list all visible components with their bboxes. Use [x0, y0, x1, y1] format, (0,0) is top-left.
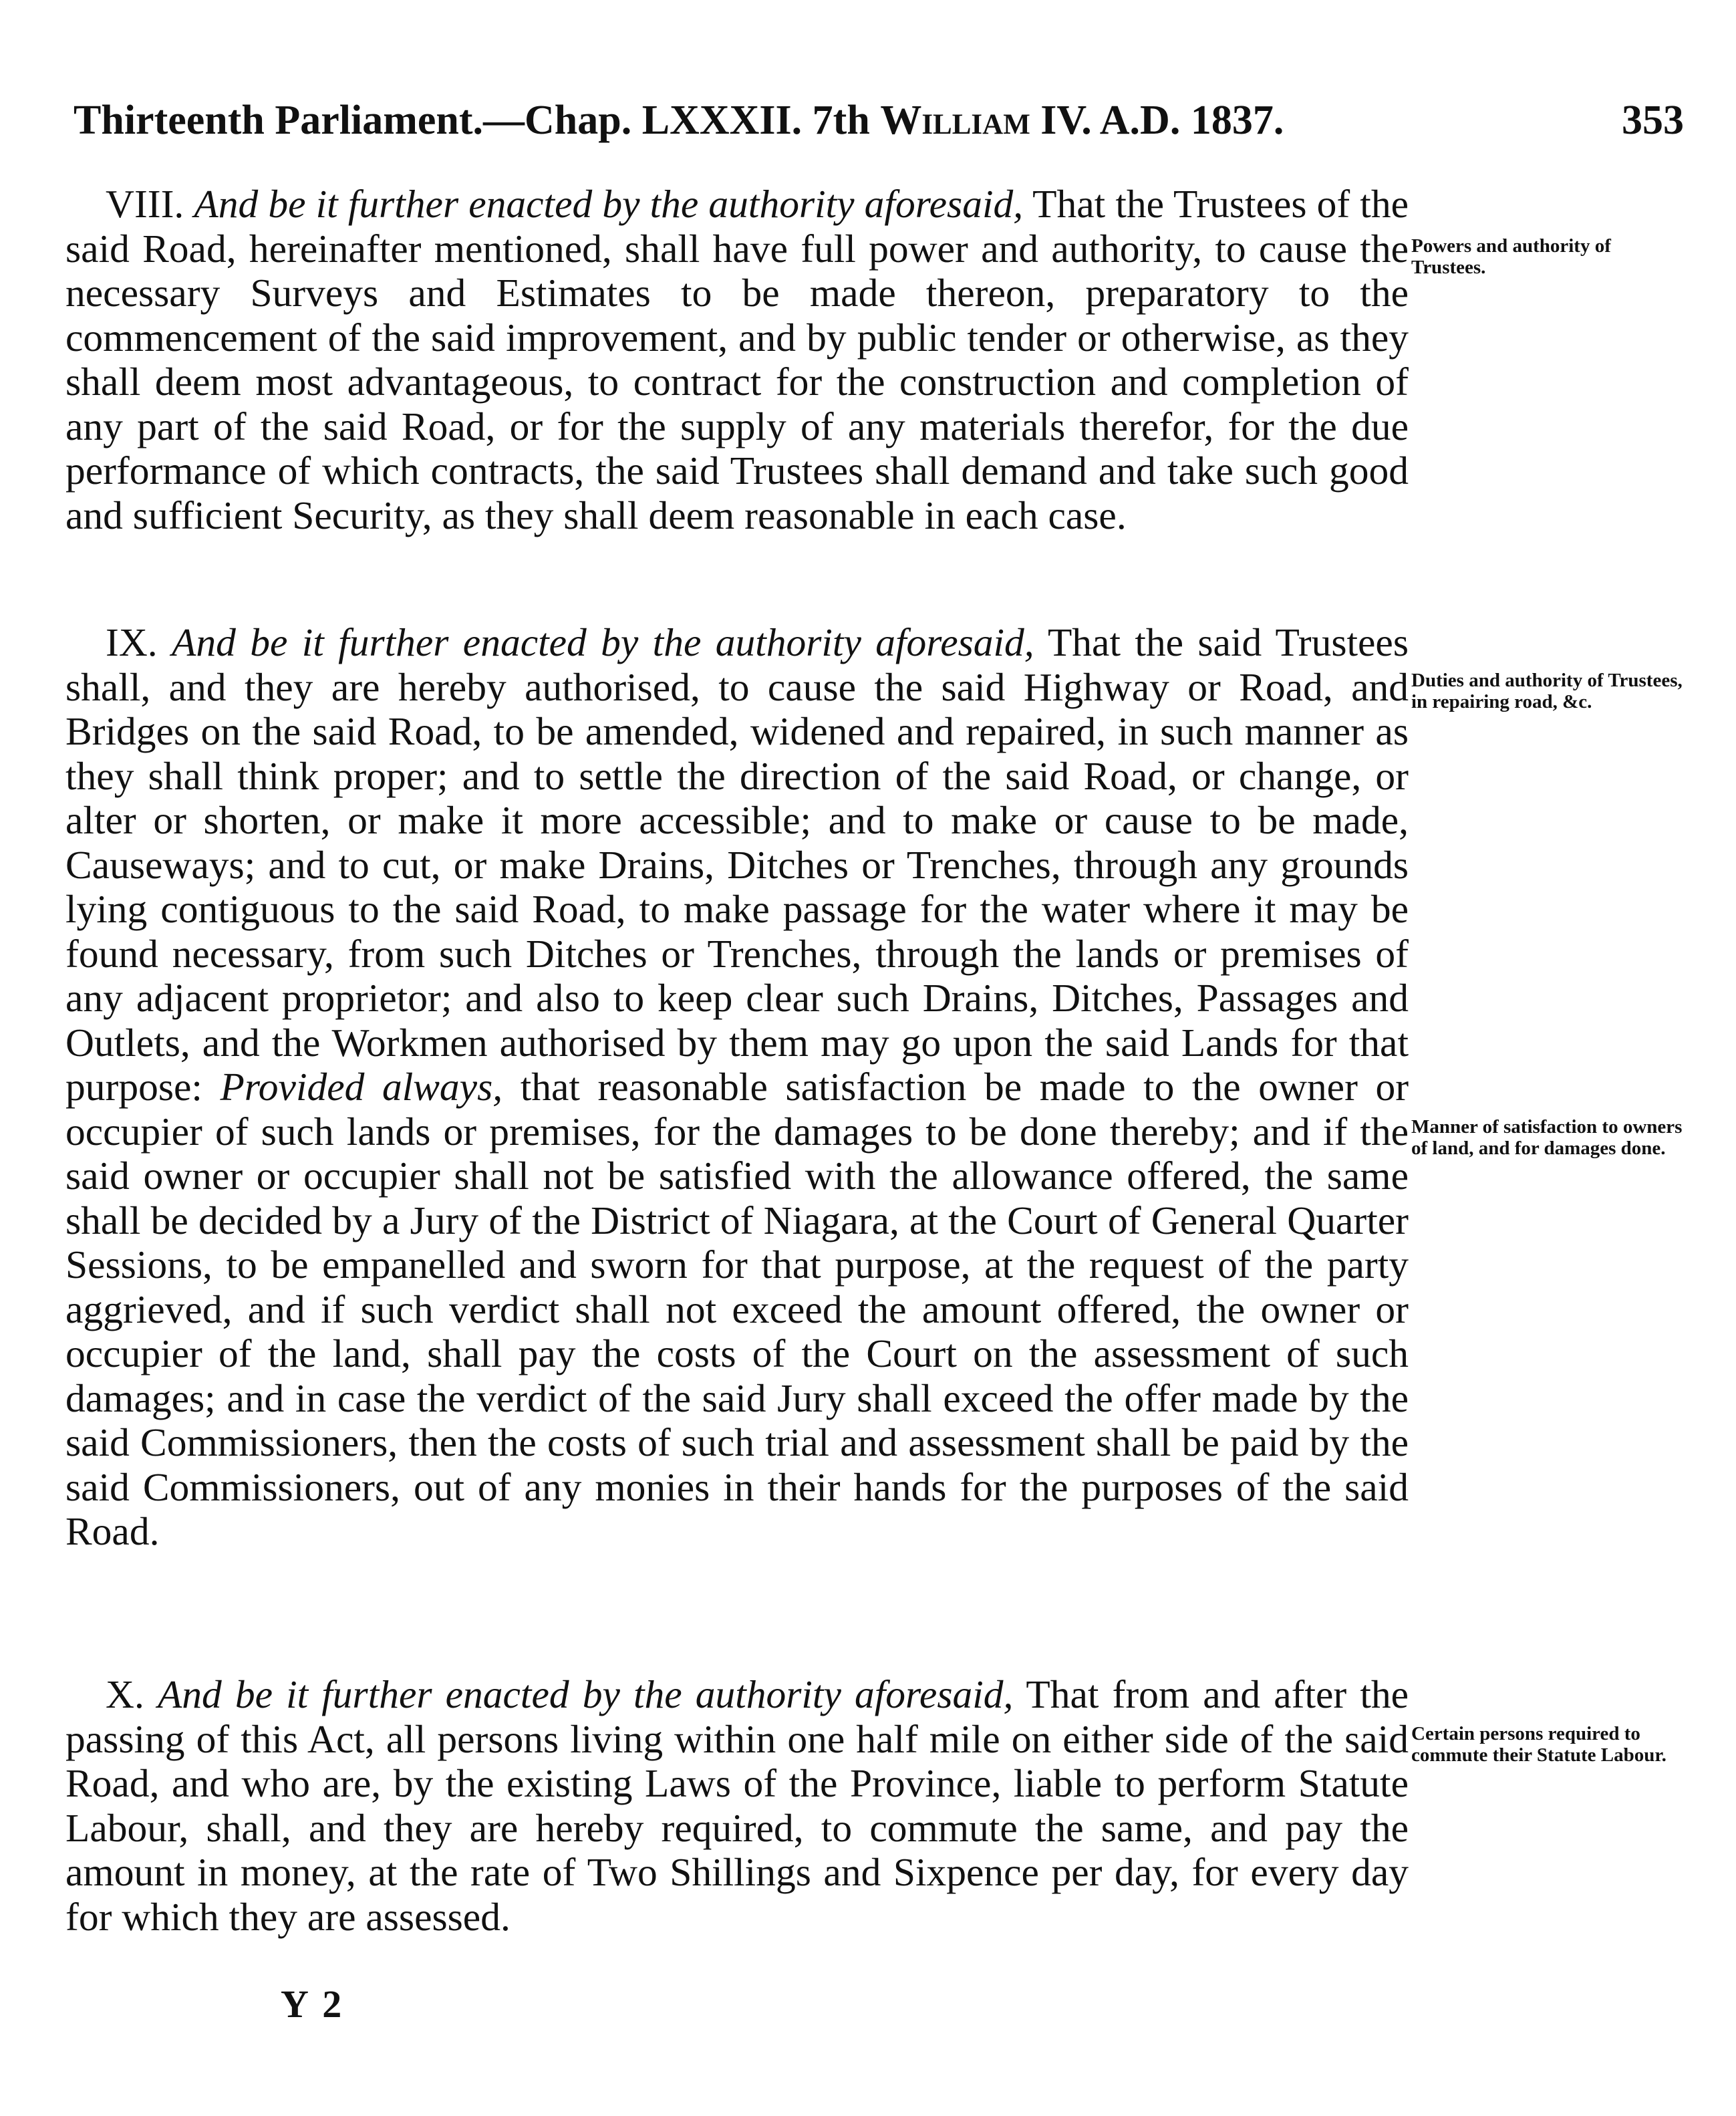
- section-number: X.: [106, 1672, 144, 1716]
- marginal-note: Powers and authority of Trustees.: [1411, 235, 1611, 278]
- section-body: That from and after the passing of this Act, all persons living within one half mile on either side of the said Road, and who are, by the existing Laws of the Province, liable to perform Statute Labour, shall, and they are hereby required, to commute the same, and pay the amount in money, at the rate of Two Shillings and Sixpence per day, for every day for which they are assessed.: [65, 1672, 1409, 1939]
- signature-mark: Y 2: [281, 1982, 345, 2026]
- marginal-note: Manner of satisfaction to owners of land, and for damages done.: [1411, 1116, 1683, 1159]
- section-ix: [65, 620, 1409, 1554]
- running-title: Thirteenth Parliament.—Chap. LXXXII. 7th William IV. A.D. 1837.: [74, 98, 1284, 143]
- section-body: That the said Trustees shall, and they are hereby authorised, to cause the said Highway or Road, and Bridges on the said Road, to be amended, widened and repaired, in such manner as they shall think proper; and to settle the direction of the said Road, or change, or alter or shorten, or make it more accessible; and to make or cause to be made, Causeways; and to cut, or make Drains, Ditches or Trenches, through any grounds lying contiguous to the said Road, to make passage for the water where it may be found necessary, from such Ditches or Trenches, through the lands or premises of any adjacent proprietor; and also to keep clear such Drains, Ditches, Passages and Outlets, and the Workmen authorised by them may go upon the said Lands for that purpose:: [65, 620, 1409, 1109]
- proviso-clause: Provided always,: [220, 1065, 503, 1109]
- enacting-clause: And be it further enacted by the authority aforesaid,: [157, 1672, 1014, 1716]
- marginal-note: Certain persons required to commute their Statute Labour.: [1411, 1723, 1667, 1766]
- section-x: [65, 1672, 1409, 1939]
- section-body: That the Trustees of the said Road, hereinafter mentioned, shall have full power and authority, to cause the necessary Surveys and Estimates to be made thereon, preparatory to the commencement of the said improvement, and by public tender or otherwise, as they shall deem most advantageous, to contract for the construction and completion of any part of the said Road, or for the supply of any materials therefor, for the due performance of which contracts, the said Trustees shall demand and take such good and sufficient Security, as they shall deem reasonable in each case.: [65, 182, 1409, 537]
- page-number: 353: [1622, 98, 1684, 143]
- section-number: IX.: [106, 620, 158, 664]
- marginal-note: Duties and authority of Trustees, in repairing road, &c.: [1411, 670, 1683, 712]
- king-name: William: [880, 98, 1030, 143]
- enacting-clause: And be it further enacted by the authority aforesaid,: [194, 182, 1024, 226]
- section-number: VIII.: [106, 182, 184, 226]
- enacting-clause: And be it further enacted by the authority aforesaid,: [172, 620, 1034, 664]
- running-head: [74, 94, 1684, 147]
- section-body-continued: that reasonable satisfaction be made to the owner or occupier of such lands or premises, for the damages to be done thereby; and if the said owner or occupier shall not be satisfied with the allowance offered, the same shall be decided by a Jury of the District of Niagara, at the Court of General Quarter Sessions, to be empanelled and sworn for that purpose, at the request of the party aggrieved, and if such verdict shall not exceed the amount offered, the owner or occupier of the land, shall pay the costs of the Court on the assessment of such damages; and in case the verdict of the said Jury shall exceed the offer made by the said Commissioners, then the costs of such trial and assessment shall be paid by the said Commissioners, out of any monies in their hands for the purposes of the said Road.: [65, 1065, 1409, 1553]
- section-viii: [65, 182, 1409, 537]
